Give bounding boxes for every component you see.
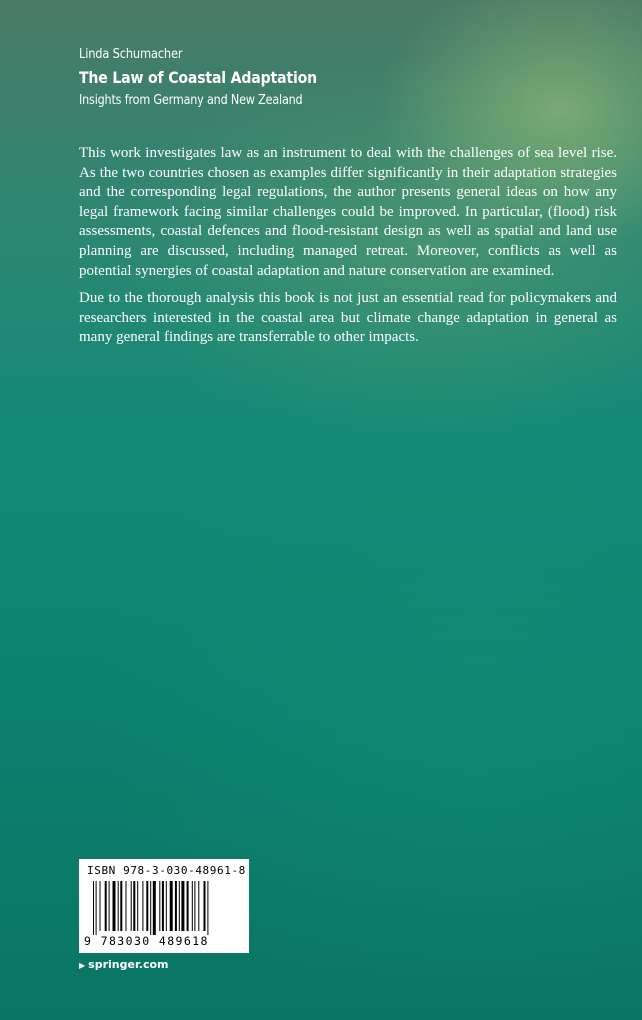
barcode-bar: [131, 881, 132, 931]
barcode-bars: [93, 881, 243, 935]
barcode-bar: [170, 881, 173, 931]
blurb-paragraph: Due to the thorough analysis this book is not just an essential read for policymakers and researchers interested in the coastal area but climate change adaptation in general as many general findings are transferrable to other impacts.: [79, 290, 617, 346]
barcode-bar: [126, 881, 127, 931]
blurb-paragraph: This work investigates law as an instrument to deal with the challenges of sea level rise. As the two countries chosen as examples differ significantly in their adaptation strategies and the corresponding legal regulations, the author presents general ideas on how any legal framework facing similar challenges could be improved. In particular, (flood) risk assessments, coastal defences and flood-resistant design as well as spatial and land use planning are discussed, including managed retreat. Moreover, conflicts as well as potential synergies of coastal adaptation and nature conservation are examined.: [79, 145, 617, 279]
barcode-bar: [146, 881, 148, 931]
barcode-bar: [133, 881, 135, 931]
barcode-bar: [198, 881, 199, 931]
barcode-bar: [142, 881, 143, 931]
barcode-box: [79, 859, 249, 953]
barcode-bar: [113, 881, 116, 931]
barcode-bar: [105, 881, 107, 931]
barcode-bar: [207, 881, 208, 935]
barcode-bar: [100, 881, 101, 931]
publisher-link-text: springer.com: [88, 958, 169, 971]
barcode-bar: [93, 881, 94, 935]
barcode-bar: [137, 881, 138, 931]
barcode-bar: [175, 881, 177, 931]
barcode-bar: [192, 881, 193, 931]
blurb: [79, 144, 617, 356]
ean-digits: 9 783030 489618: [84, 934, 209, 948]
barcode-bar: [179, 881, 180, 931]
isbn-label: ISBN 978-3-030-48961-8: [87, 864, 246, 877]
book-title: The Law of Coastal Adaptation: [79, 68, 317, 87]
barcode-bar: [153, 881, 156, 935]
barcode-bar: [120, 881, 122, 931]
barcode-bar: [204, 881, 206, 931]
barcode-bar: [166, 881, 167, 931]
barcode-bar: [159, 881, 160, 931]
barcode-bar: [109, 881, 110, 931]
barcode-bar: [150, 881, 151, 935]
barcode-bar: [194, 881, 195, 931]
barcode-bar: [187, 881, 189, 931]
author-name: Linda Schumacher: [79, 47, 183, 62]
barcode-bar: [118, 881, 119, 931]
barcode-bar: [96, 881, 97, 935]
triangle-right-icon: ▶: [79, 961, 86, 970]
barcode-bar: [181, 881, 184, 931]
book-subtitle: Insights from Germany and New Zealand: [79, 93, 303, 108]
barcode-bar: [162, 881, 164, 931]
publisher-link[interactable]: [79, 958, 169, 971]
